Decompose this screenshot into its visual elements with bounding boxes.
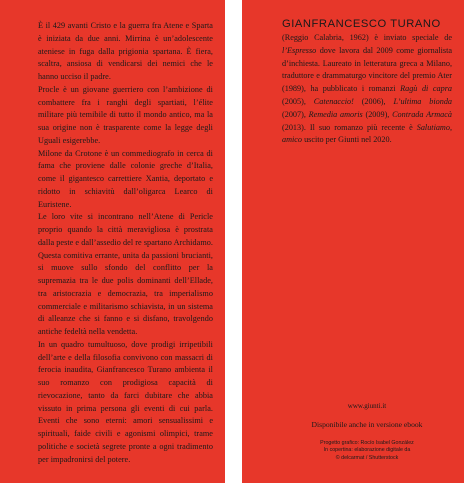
credit-line-cover: In copertina: elaborazione digitale da: [323, 447, 411, 454]
credit-line-photo: © delcarmat / Shutterstock: [335, 454, 399, 461]
right-flap: [242, 0, 464, 483]
blurb-paragraph-4: Le loro vite si incontrano nell’Atene di Pericle proprio quando la città meravigliosa è prostrata dalla peste e dall’assedio del re spartano Archidamo.: [38, 212, 213, 247]
blurb-paragraph-2: Procle è un giovane guerriero con l’ambizione di combattere fra i ranghi degli spartiati, l’élite militare più temibile di tutto il mondo antico, ma la sua origine non è trasparente come la legge degli Uguali esigerebbe.: [38, 84, 213, 145]
bio-text-run: uscito per Giunti nel 2020.: [302, 135, 392, 145]
bio-italic-title: Salutiamo, amico: [282, 122, 452, 145]
bio-italic-title: l’Espresso: [282, 45, 317, 55]
bio-text-run: (2009),: [362, 109, 393, 119]
bio-italic-title: Ragù di capra: [400, 84, 452, 94]
blurb-text: [38, 20, 213, 466]
blurb-paragraph-5: Questa comitiva errante, unita da passioni brucianti, si muove sullo sfondo del conflitto per la supremazia tra le due polis dominanti dell’Ellade, tra aristocrazia e democrazia, tra imperialismo commerciale e militarismo schiavista, in un sistema di alleanze che si fanno e si disfano, travolgendo antiche fedeltà nella vendetta.: [38, 250, 213, 336]
cover-credits: [282, 440, 452, 462]
blurb-paragraph-1: È il 429 avanti Cristo e la guerra fra Atene e Sparta è iniziata da due anni. Mirrina è un’adolescente ateniese in fuga dalla prigionia spartana. È fiera, scaltra, ansiosa di vendicarsi dei nemici che le hanno ucciso il padre.: [38, 21, 213, 81]
bio-italic-title: Contrada Armacà: [392, 109, 452, 119]
left-flap: [0, 0, 225, 483]
bio-text-run: (2006),: [353, 96, 394, 106]
author-bio-paragraph: [282, 32, 452, 147]
bio-italic-title: Catenaccio!: [313, 96, 354, 106]
bio-text-run: (2005),: [282, 96, 314, 106]
blurb-paragraph-6: In un quadro tumultuoso, dove prodigi irripetibili dell’arte e della filosofia convivono con massacri di ferocia inaudita, Gianfrancesco Turano ambienta il suo romanzo con prodigiosa capacità di rievocazione, tanto da farci dubitare che abbia vissuto in prima persona gli eventi di cui parla. Eventi che sono eterni: amori sensualissimi e spirituali, faide civili e agonismi olimpici, trame politiche e società segrete pronte a ogni tradimento per impadronirsi del potere.: [38, 339, 213, 464]
author-bio: [282, 32, 452, 147]
credit-line-design: Progetto grafico: Rocío Isabel González: [320, 440, 414, 446]
bio-text-run: (2013). Il suo romanzo più recente è: [282, 122, 417, 132]
bio-italic-title: L’ultima bionda: [393, 96, 453, 106]
author-name: GIANFRANCESCO TURANO: [282, 18, 441, 30]
bio-italic-title: Remedia amoris: [308, 109, 363, 119]
ebook-note: Disponibile anche in versione ebook: [311, 420, 423, 429]
bio-text-run: (2007),: [282, 109, 309, 119]
blurb-paragraph-3: Milone da Crotone è un commediografo in cerca di fama che proviene dalle colonie greche d’Italia, come il gigantesco carrettiere Xantia, deportato e ridotto in schiavitù dall’oligarca Learco di Euristene.: [38, 148, 213, 209]
bio-text-run: (Reggio Calabria, 1962) è inviato speciale de: [282, 33, 452, 42]
publisher-website: www.giunti.it: [347, 402, 387, 410]
bio-text-run: dove lavora dal 2009 come giornalista d’inchiesta. Laureato in letteratura greca a Milano, traduttore e drammaturgo vincitore del premio Ater (1989), ha pubblicato i romanzi: [282, 45, 452, 94]
